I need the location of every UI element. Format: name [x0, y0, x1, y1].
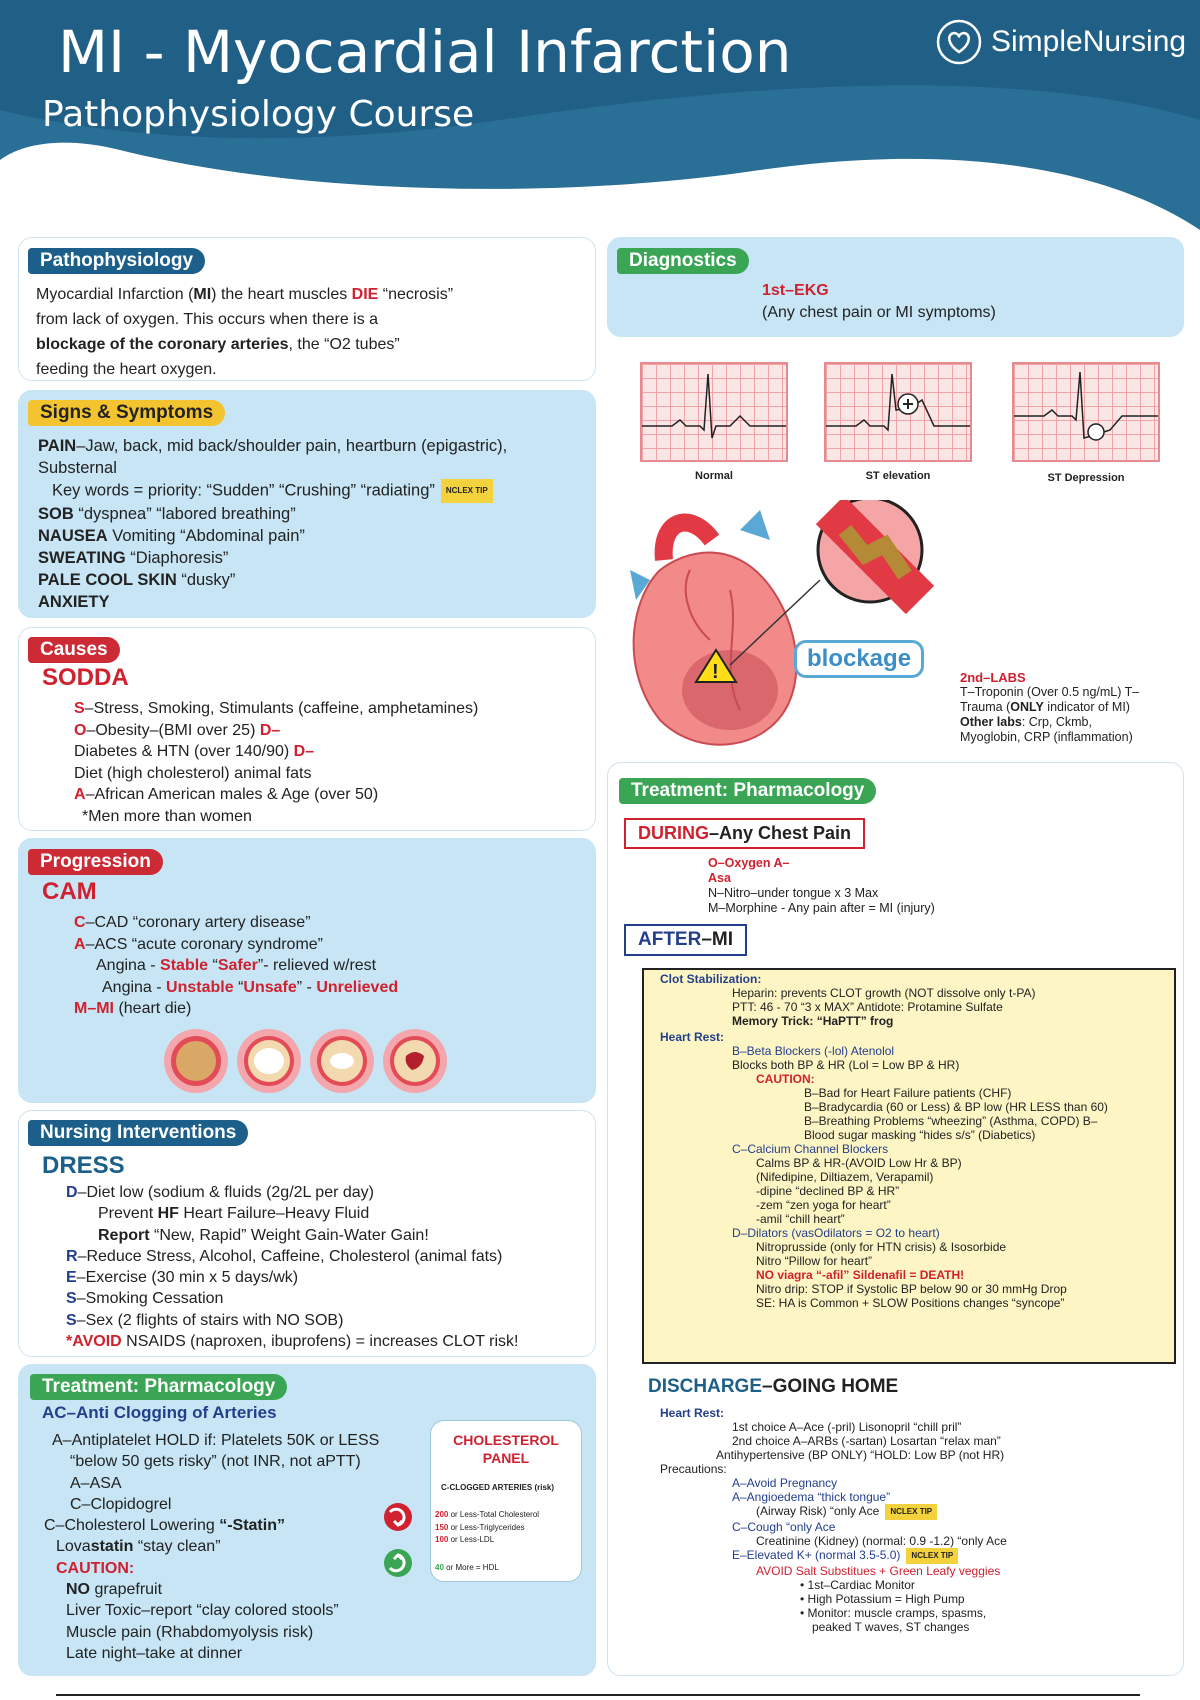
first-ekg: 1st–EKG: [762, 282, 829, 299]
bottom-rule: [56, 1694, 1140, 1696]
page-subtitle: Pathophysiology Course: [42, 94, 475, 135]
ekg-label-st-depression: ST Depression: [1047, 472, 1125, 484]
brand-name: SimpleNursing: [991, 25, 1187, 58]
heart-illustration: [620, 500, 950, 760]
after-mi-heading: AFTER–MI: [624, 924, 747, 956]
signs-symptoms-list: PAIN–Jaw, back, mid back/shoulder pain, heartburn (epigastric), Substernal Key words = priority: “Sudden” “Crushing” “radiating” NCLEX TIP SOB “dyspnea” “labored breathing” NAUSEA Vomiting “Abdominal pain” SWEATING “Diaphoresis” PALE COOL SKIN “dusky” ANXIETY: [38, 437, 508, 611]
page-title: MI - Myocardial Infarction: [58, 18, 792, 86]
first-ekg-note: (Any chest pain or MI symptoms): [762, 304, 996, 321]
artery-progression-icons: [160, 1026, 460, 1096]
header-banner: [0, 0, 1200, 240]
causes-label: Causes: [28, 637, 120, 663]
pharmacology-left-list: A–Antiplatelet HOLD if: Platelets 50K or LESS “below 50 gets risky” (not INR, not aPTT) A–ASA C–Clopidogrel C–Cholesterol Lowering “-Statin” Lovastatin “stay clean” CAUTION: NO grapefruit Liver Toxic–report “clay colored stools” Muscle pain (Rhabdomyolysis risk) Late night–take at dinner: [44, 1432, 380, 1662]
nclex-tip-badge: NCLEX TIP: [441, 479, 493, 503]
during-chest-pain-heading: DURING–Any Chest Pain: [624, 818, 865, 849]
nclex-tip-badge: NCLEX TIP: [906, 1548, 958, 1564]
pathophysiology-label: Pathophysiology: [28, 248, 205, 274]
pharmacology-left-label: Treatment: Pharmacology: [30, 1374, 287, 1400]
nursing-interventions-label: Nursing Interventions: [28, 1120, 248, 1146]
artery-narrowed-icon: [310, 1029, 374, 1093]
after-mi-box: Clot Stabilization: Heparin: prevents CLOT growth (NOT dissolve only t-PA) PTT: 46 - 70 “3 x MAX” Antidote: Protamine Sulfate Memory Trick: “HaPTT” frog Heart Rest: B–Beta Blockers (-lol) Atenolol Blocks both BP & HR (Lol = Low BP & HR) CAUTION: B–Bad for Heart Failure patients (CHF) B–Bradycardia (60 or Less) & BP low (HR LESS than 60) B–Breathing Problems “wheezing” (Asthma, COPD) B– Blood sugar masking “hides s/s” (Diabetics) C–Calcium Channel Blockers Calms BP & HR-(AVOID Low Hr & BP) (Nifedipine, Diltiazem, Verapamil) -dipine “declined BP & HR” -zem “zen yoga for heart” -amil “chill heart” D–Dilators (vasOdilators = O2 to heart) Nitroprusside (only for HTN crisis) & Isosorbide Nitro “Pillow for heart” NO viagra “-afil” Sildenafil = DEATH! Nitro drip: STOP if Systolic BP below 90 or 30 mmHg Drop SE: HA is Common + SLOW Positions changes “syncope”: [642, 968, 1176, 1364]
blockage-callout: blockage: [794, 640, 924, 678]
sodda-mnemonic: SODDA: [42, 664, 129, 691]
arrow-down-icon: [384, 1503, 412, 1531]
artery-clear-icon: [164, 1029, 228, 1093]
signs-symptoms-label: Signs & Symptoms: [28, 400, 225, 426]
nursing-interventions-list: D–Diet low (sodium & fluids (2g/2L per day) Prevent HF Heart Failure–Heavy Fluid Report “New, Rapid” Weight Gain-Water Gain! R–Reduce Stress, Alcohol, Caffeine, Cholesterol (animal fats) E–Exercise (30 min x 5 days/wk) S–Smoking Cessation S–Sex (2 flights of stairs with NO SOB) *AVOID NSAIDS (naproxen, ibuprofens) = increases CLOT risk!: [66, 1184, 519, 1351]
svg-text:!: !: [712, 661, 719, 683]
ekg-label-normal: Normal: [695, 470, 733, 482]
pathophysiology-text: Myocardial Infarction (MI) the heart muscles DIE “necrosis” from lack of oxygen. This occurs when there is a blockage of the coronary arteries, the “O2 tubes” feeding the heart oxygen.: [36, 286, 454, 378]
artery-clot-icon: [383, 1029, 447, 1093]
ekg-st-depression-strip: [1012, 362, 1160, 462]
progression-list: C–CAD “coronary artery disease” A–ACS “acute coronary syndrome” Angina - Stable “Safer”- relieved w/rest Angina - Unstable “Unsafe” - Unrelieved M–MI (heart die): [74, 914, 399, 1017]
labs-text: 2nd–LABS T–Troponin (Over 0.5 ng/mL) T– Trauma (ONLY indicator of MI) Other labs: Crp, Ckmb, Myoglobin, CRP (inflammation): [960, 670, 1140, 744]
nclex-tip-badge: NCLEX TIP: [885, 1504, 937, 1520]
cholesterol-values: 200 or Less-Total Cholesterol 150 or Less-Triglycerides 100 or Less-LDL: [435, 1510, 540, 1544]
ekg-label-st-elevation: ST elevation: [865, 470, 931, 482]
pharmacology-right-label: Treatment: Pharmacology: [619, 778, 876, 804]
during-mona-list: O–Oxygen A– Asa N–Nitro–under tongue x 3 Max M–Morphine - Any pain after = MI (injury): [708, 856, 935, 915]
cam-mnemonic: CAM: [42, 878, 97, 905]
progression-label: Progression: [28, 849, 163, 875]
artery-plaque-icon: [237, 1029, 301, 1093]
brand-logo: [935, 18, 1186, 66]
discharge-heading: DISCHARGE–GOING HOME: [648, 1376, 899, 1397]
causes-list: S–Stress, Smoking, Stimulants (caffeine, amphetamines) O–Obesity–(BMI over 25) D– Diabetes & HTN (over 140/90) D– Diet (high cholesterol) animal fats A–African American males & Age (over 50) *Men more than women: [74, 700, 479, 825]
discharge-list: Heart Rest: 1st choice A–Ace (-pril) Lisonopril “chill pril” 2nd choice A–ARBs (-sartan) Losartan “relax man” Antihypertensive (BP ONLY) “HOLD: Low BP (not HR) Precautions: A–Avoid Pregnancy A–Angioedema “thick tongue” (Airway Risk) “only Ace NCLEX TIP C–Cough “only Ace Creatinine (Kidney) (normal: 0.9 -1.2) “only Ace E–Elevated K+ (normal 3.5-5.0) NCLEX TIP AVOID Salt Substitues + Green Leafy veggies • 1st–Cardiac Monitor • High Potassium = High Pump • Monitor: muscle cramps, spasms, peaked T waves, ST changes: [660, 1406, 1007, 1634]
heart-logo-icon: [935, 18, 983, 66]
ekg-st-elevation-strip: [824, 362, 972, 462]
arrow-up-icon: [384, 1549, 412, 1577]
ekg-normal-strip: [640, 362, 788, 462]
anti-clogging-heading: AC–Anti Clogging of Arteries: [42, 1403, 277, 1422]
diagnostics-label: Diagnostics: [617, 248, 749, 274]
dress-mnemonic: DRESS: [42, 1152, 125, 1179]
cholesterol-panel: CHOLESTEROL PANEL C-CLOGGED ARTERIES (risk) 200 or Less-Total Cholesterol 150 or Less-Triglycerides 100 or Less-LDL 40 or More = HDL: [430, 1420, 582, 1582]
cholesterol-arrow-icons: [380, 1500, 416, 1590]
